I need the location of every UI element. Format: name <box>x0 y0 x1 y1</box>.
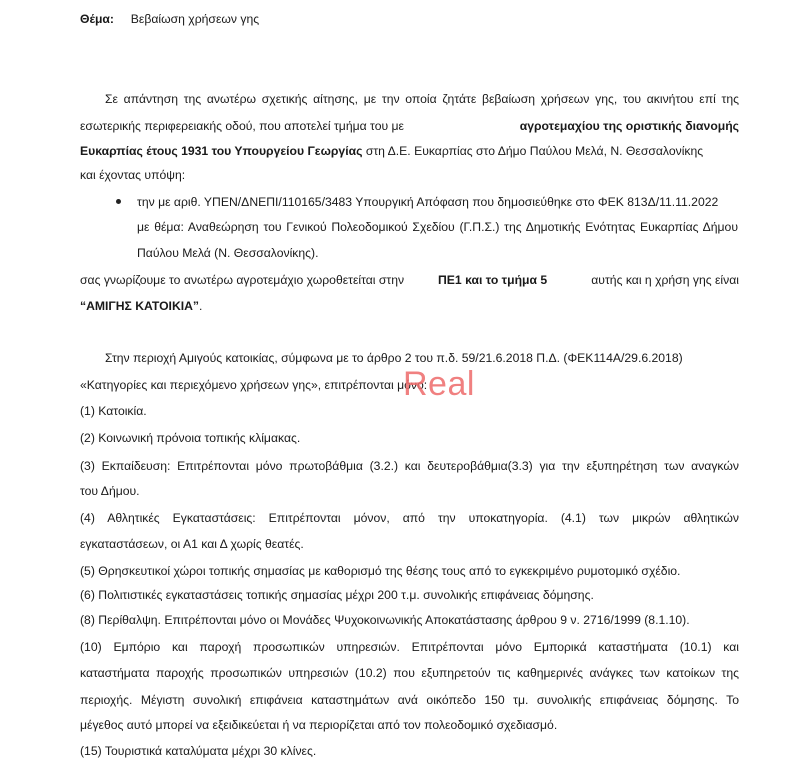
area-line-1: Στην περιοχή Αμιγούς κατοικίας, σύμφωνα με το άρθρο 2 του π.δ. 59/21.6.2018 Π.Δ. (ΦΕΚ114Α/29.6.2018) <box>105 351 683 365</box>
intro-line-3 <box>80 143 739 159</box>
use-item-4-line-1: (4) Αθλητικές Εγκαταστάσεις: Επιτρέπονται μόνον, από την υποκατηγορία. (4.1) των μικρών αθλητικών <box>80 511 739 525</box>
conclusion-line-1 <box>80 272 739 288</box>
use-item-15: (15) Τουριστικά καταλύματα μέχρι 30 κλίνες. <box>80 744 317 758</box>
bullet-dot-icon <box>116 199 121 204</box>
use-item-10-line-4: μέγεθος αυτό μπορεί να εξειδικεύεται ή να περιορίζεται από τον πολεοδομικό σχεδιασμό. <box>80 718 558 732</box>
bullet-line-1: την με αριθ. ΥΠΕΝ/ΔΝΕΠΙ/110165/3483 Υπουργική Απόφαση που δημοσιεύθηκε στο ΦΕΚ 813Δ/11.11.2022 <box>137 195 719 209</box>
area-line-2: «Κατηγορίες και περιεχόμενο χρήσεων γης», επιτρέπονται μόνο: <box>80 378 428 392</box>
use-item-10-line-2: καταστήματα παροχής προσωπικών υπηρεσιών (10.2) που εξυπηρετούν τις καθημερινές ανάγκες των κατοίκων της <box>80 666 739 680</box>
use-item-2: (2) Κοινωνική πρόνοια τοπικής κλίμακας. <box>80 431 301 445</box>
use-item-1: (1) Κατοικία. <box>80 404 147 418</box>
conclusion-line-2 <box>80 298 202 314</box>
use-item-3-line-2: του Δήμου. <box>80 484 140 498</box>
use-item-5: (5) Θρησκευτικοί χώροι τοπικής σημασίας με καθορισμό της θέσης τους από το εγκεκριμένο ρυμοτομικό σχέδιο. <box>80 564 681 578</box>
intro-line-2-bold: αγροτεμαχίου της οριστικής διανομής <box>519 119 739 133</box>
use-item-10-line-1: (10) Εμπόριο και παροχή προσωπικών υπηρεσιών. Επιτρέπονται μόνο Εμπορικά καταστήματα (10.1) και <box>80 640 739 654</box>
intro-line-2 <box>80 118 739 134</box>
use-item-8: (8) Περίθαλψη. Επιτρέπονται μόνο οι Μονάδες Ψυχοκοινωνικής Αποκατάστασης άρθρου 9 ν. 2716/1999 (8.1.10). <box>80 613 690 627</box>
use-item-6: (6) Πολιτιστικές εγκαταστάσεις τοπικής σημασίας μέχρι 200 τ.μ. συνολικής επιφάνειας δόμησης. <box>80 588 594 602</box>
watermark-logo: Real <box>403 365 475 403</box>
intro-line-2-text: εσωτερικής περιφερειακής οδού, που αποτελεί τμήμα του με <box>80 119 404 133</box>
bullet-line-2: με θέμα: Αναθεώρηση του Γενικού Πολεοδομικού Σχεδίου (Γ.Π.Σ.) της Δημοτικής Ενότητας Ευκαρπίας Δήμου <box>137 220 738 234</box>
conclusion-text-c: αυτής και η χρήση γης είναι <box>591 273 739 287</box>
conclusion-text-a: σας γνωρίζουμε το ανωτέρω αγροτεμάχιο χωροθετείται στην <box>80 273 405 287</box>
intro-line-3-bold: Ευκαρπίας έτους 1931 του Υπουργείου Γεωργίας <box>80 144 363 158</box>
use-item-10-line-3: περιοχής. Μέγιστη συνολική επιφάνεια καταστημάτων ανά οικόπεδο 150 τμ. συνολικής επιφάνειας δόμησης. Το <box>80 693 739 707</box>
intro-line-3-text: στη Δ.Ε. Ευκαρπίας στο Δήμο Παύλου Μελά, Ν. Θεσσαλονίκης <box>365 144 704 158</box>
use-item-4-line-2: εγκαταστάσεων, οι Α1 και Δ χωρίς θεατές. <box>80 537 304 551</box>
bullet-line-3: Παύλου Μελά (Ν. Θεσσαλονίκης). <box>137 246 319 260</box>
land-use-value: “ΑΜΙΓΗΣ ΚΑΤΟΙΚΙΑ” <box>80 299 200 313</box>
subject-label: Θέμα: <box>80 12 114 26</box>
use-item-3-line-1: (3) Εκπαίδευση: Επιτρέπονται μόνο πρωτοβάθμια (3.2.) και δευτεροβάθμια(3.3) για την εξυπηρέτηση των αναγκών <box>80 459 739 473</box>
land-use-period: . <box>199 299 203 313</box>
subject-line <box>80 11 259 27</box>
intro-line-1: Σε απάντηση της ανωτέρω σχετικής αίτησης, με την οποία ζητάτε βεβαίωση χρήσεων γης, του ακινήτου επί της <box>105 92 739 106</box>
subject-text: Βεβαίωση χρήσεων γης <box>130 12 260 26</box>
conclusion-zone: ΠΕ1 και το τμήμα 5 <box>438 273 548 287</box>
intro-line-4: και έχοντας υπόψη: <box>80 168 186 182</box>
